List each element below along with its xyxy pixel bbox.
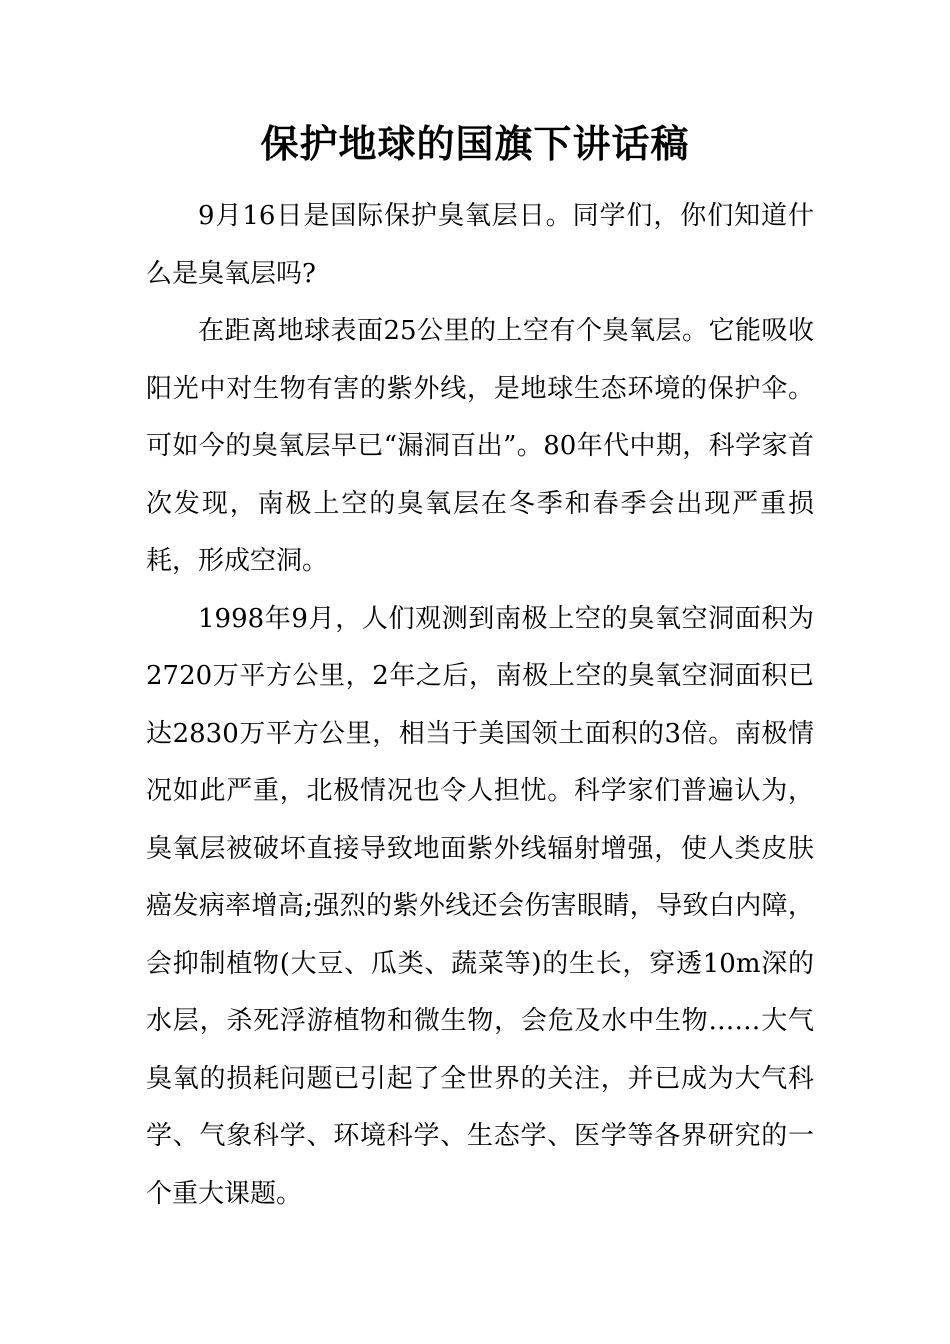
paragraph-2: 在距离地球表面25公里的上空有个臭氧层。它能吸收阳光中对生物有害的紫外线，是地球生态环境的保护伞。可如今的臭氧层早已“漏洞百出”。80年代中期，科学家首次发现，南极上空的臭氧层在冬季和春季会出现严重损耗，形成空洞。 (146, 316, 814, 576)
paragraph-1: 9月16日是国际保护臭氧层日。同学们，你们知道什么是臭氧层吗? (146, 201, 814, 289)
page-title: 保护地球的国旗下讲话稿 (260, 121, 690, 166)
paragraph-3: 1998年9月，人们观测到南极上空的臭氧空洞面积为2720万平方公里，2年之后，南极上空的臭氧空洞面积已达2830万平方公里，相当于美国领土面积的3倍。南极情况如此严重，北极情况也令人担忧。科学家们普遍认为，臭氧层被破坏直接导致地面紫外线辐射增强，使人类皮肤癌发病率增高;强烈的紫外线还会伤害眼睛，导致白内障，会抑制植物(大豆、瓜类、蔬菜等)的生长，穿透10m深的水层，杀死浮游植物和微生物，会危及水中生物……大气臭氧的损耗问题已引起了全世界的关注，并已成为大气科学、气象科学、环境科学、生态学、医学等各界研究的一个重大课题。 (146, 603, 814, 1209)
document-body (146, 188, 814, 1223)
